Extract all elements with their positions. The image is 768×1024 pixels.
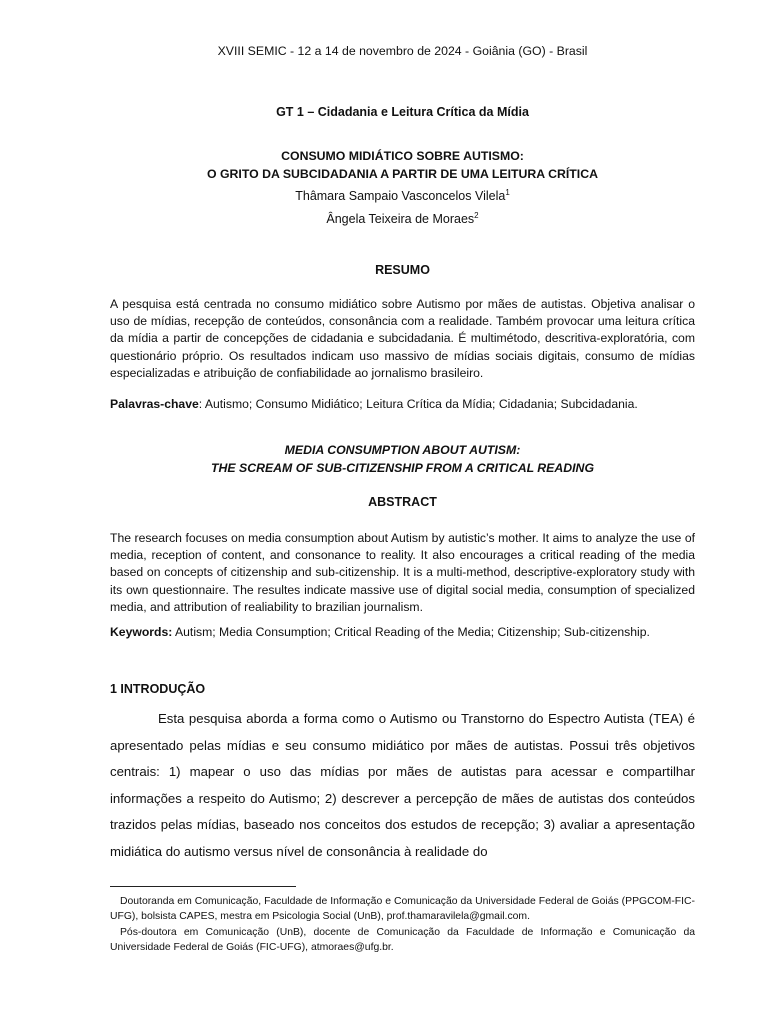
paper-title-en xyxy=(110,442,695,477)
keywords-en xyxy=(110,625,695,639)
abstract-text: The research focuses on media consumption about Autism by autistic’s mother. It aims to analyze the use of media, reception of content, and consonance to reality. It also encourages a critical reading of the media based on concepts of citizenship and sub-citizenship. It is a multi-method, descriptive-exploratory study with its own questionnaire. The resultes indicate massive use of digital social media, consumption of specialized media, and attribution of realiability to brazilian journalism. xyxy=(110,531,695,614)
paper-title-pt-line1: CONSUMO MIDIÁTICO SOBRE AUTISMO: xyxy=(281,149,524,163)
abstract-heading: ABSTRACT xyxy=(368,495,437,509)
footnote-separator xyxy=(110,886,296,887)
footnote-2 xyxy=(110,925,695,956)
paper-title-pt xyxy=(110,147,695,183)
resumo-text: A pesquisa está centrada no consumo midiático sobre Autismo por mães de autistas. Objetiva analisar o uso de mídias, recepção de conteúdos, consonância com a realidade. Também provocar uma leitura crítica da mídia a partir de concepções de cidadania e subcidadania. É multimétodo, descritiva-exploratória, com questionário próprio. Os resultados indicam uso massivo de mídias sociais digitais, consumo de mídias especializadas e atribuição de confiabilidade ao jornalismo brasileiro. xyxy=(110,297,695,380)
resumo-heading: RESUMO xyxy=(375,263,430,277)
section-heading-introduction: 1 INTRODUÇÃO xyxy=(110,682,206,696)
introduction-paragraph: Esta pesquisa aborda a forma como o Autismo ou Transtorno do Espectro Autista (TEA) é apresentado pelas mídias e seu consumo midiático por mães de autistas. Possui três objetivos centrais: 1) mapear o uso das mídias por mães de autistas para acessar e compartilhar informações a respeito do Autismo; 2) descrever a percepção de mães de autistas dos conteúdos trazidos pelas mídias, baseado nos conceitos dos estudos de recepção; 3) avaliar a apresentação midiática do autismo versus nível de consonância à realidade do xyxy=(110,711,695,859)
footnote-2-text: Pós-doutora em Comunicação (UnB), docente de Comunicação da Faculdade de Informação e Comunicação da Universidade Federal de Goiás (FIC-UFG), atmoraes@ufg.br. xyxy=(110,927,695,954)
keywords-pt xyxy=(110,397,695,411)
paper-title-en-line2: THE SCREAM OF SUB-CITIZENSHIP FROM A CRITICAL READING xyxy=(210,460,595,475)
author-list xyxy=(110,183,695,229)
author-2 xyxy=(110,206,695,229)
keywords-pt-text: : Autismo; Consumo Midiático; Leitura Crítica da Mídia; Cidadania; Subcidadania. xyxy=(198,397,638,411)
footnote-1-text: Doutoranda em Comunicação, Faculdade de Informação e Comunicação da Universidade Federal de Goiás (PPGCOM-FIC-UFG), bolsista CAPES, mestra em Psicologia Social (UnB), prof.thamaravilela@gmail.com. xyxy=(110,896,695,923)
paper-title-pt-line2: O GRITO DA SUBCIDADANIA A PARTIR DE UMA LEITURA CRÍTICA xyxy=(207,167,598,181)
keywords-en-text: Autism; Media Consumption; Critical Reading of the Media; Citizenship; Sub-citizenship. xyxy=(172,625,650,639)
author-1-footnote-mark: 1 xyxy=(505,188,510,197)
author-1 xyxy=(110,183,695,206)
author-1-name: Thâmara Sampaio Vasconcelos Vilela xyxy=(295,189,506,204)
event-header: XVIII SEMIC - 12 a 14 de novembro de 2024 - Goiânia (GO) - Brasil xyxy=(217,44,588,58)
author-2-footnote-mark: 2 xyxy=(474,211,479,221)
paper-title-en-line1: MEDIA CONSUMPTION ABOUT AUTISM: xyxy=(284,443,521,457)
working-group-title: GT 1 – Cidadania e Leitura Crítica da Mídia xyxy=(276,105,529,119)
footnote-1 xyxy=(110,894,695,925)
author-2-name: Ângela Teixeira de Moraes xyxy=(326,212,475,227)
keywords-en-label: Keywords: xyxy=(110,625,173,639)
keywords-pt-label: Palavras-chave xyxy=(110,397,199,411)
